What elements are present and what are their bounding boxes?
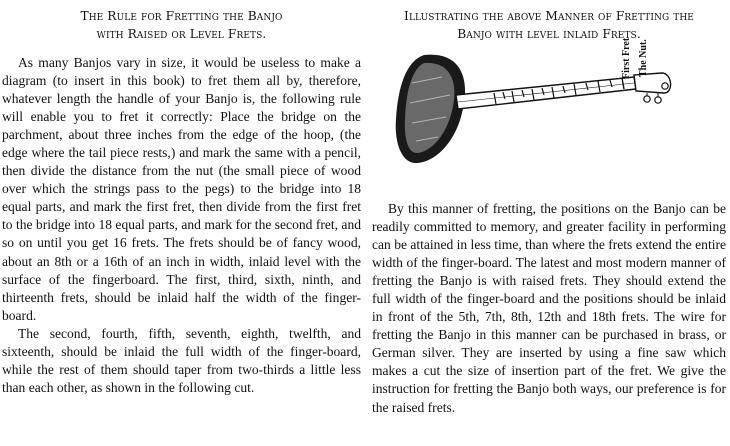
left-heading-line1: The Rule for Fretting the Banjo [80, 9, 283, 23]
banjo-neck [456, 77, 636, 109]
banjo-hoop [396, 55, 465, 163]
banjo-peghead [634, 73, 671, 103]
left-column [2, 0, 361, 397]
right-heading [372, 7, 726, 43]
banjo-figure [372, 37, 726, 195]
left-heading [2, 7, 361, 43]
left-paragraph-2: The second, fourth, fifth, seventh, eighth, twelfth, and sixteenth, should be inlaid the full width of the finger-board, while the rest of them should taper from two-thirds a little less than each other, as shown in the following cut. [2, 325, 361, 395]
left-heading-line2: with Raised or Level Frets. [96, 27, 267, 41]
right-heading-line1: Illustrating the above Manner of Fretting the [404, 9, 694, 23]
left-paragraph-1: As many Banjos vary in size, it would be useless to make a diagram (to insert in this book) to fret them all by, therefore, whatever length the handle of your Banjo is, the following rule will enable you to fret it correctly: Place the bridge on the parchment, about three inches from the edge of the hoop, (the edge where the tail piece rests,) and mark the same with a pencil, then divide the distance from the nut (the small piece of wood over which the strings pass to the pegs) to the bridge into 18 equal parts, and mark the first fret, then divide from the first fret to the bridge into 18 equal parts, and mark for the second fret, and so on until you get 16 frets. The frets should be of fancy wood, about an 8th or a 16th of an inch in width, inlaid level with the surface of the fingerboard. The first, third, sixth, ninth, and thirteenth frets, should be inlaid half the width of the finger-board. [2, 55, 361, 323]
right-heading-line2: Banjo with level inlaid Frets. [457, 27, 641, 41]
right-column [372, 0, 726, 417]
right-paragraph-1: By this manner of fretting, the positions on the Banjo can be readily committed to memory, and greater facility in performing can be attained in less time, than where the frets extend the entire width of the finger-board. The latest and most modern manner of fretting the Banjo is with raised frets. They should extend the full width of the finger-board and the positions should be inlaid in front of the 5th, 7th, 8th, 12th and 18th frets. The wire for fretting the Banjo in this manner can be purchased in brass, or German silver. They are inserted by using a fine saw which makes a cut the size of insertion part of the fret. We give the instruction for fretting the Banjo both ways, our preference is for the raised frets. [372, 201, 726, 415]
first-fret-label: First Fret [621, 37, 632, 79]
the-nut-label: The Nut. [638, 39, 649, 77]
banjo-illustration [372, 43, 726, 195]
